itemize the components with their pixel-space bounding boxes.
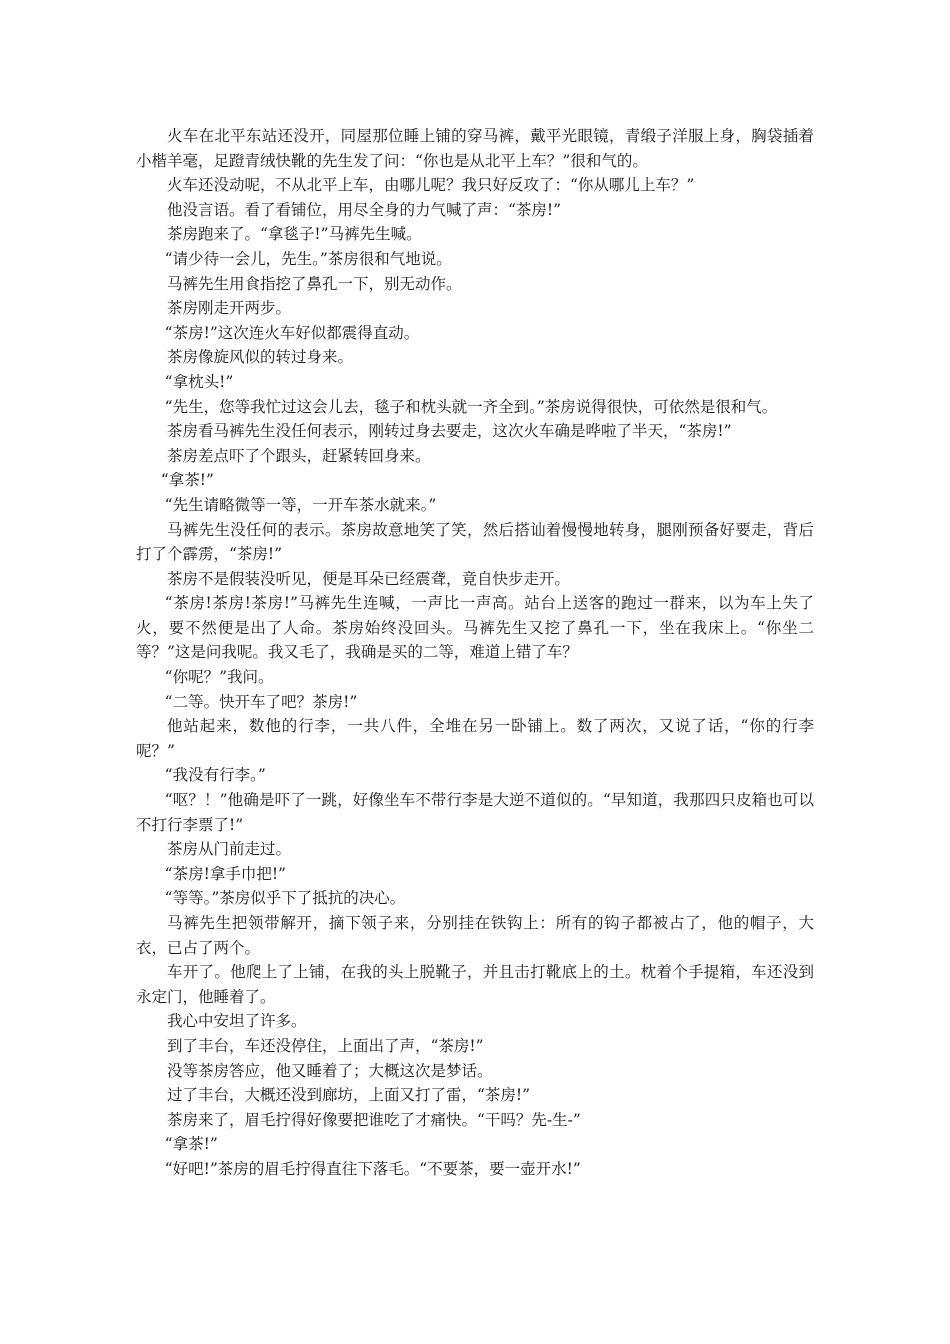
paragraph: 茶房不是假装没听见，便是耳朵已经震聋，竟自快步走开。 <box>167 569 571 588</box>
paragraph: 过了丰台，大概还没到廊坊，上面又打了雷，“茶房!” <box>167 1086 531 1105</box>
paragraph: “请少待一会儿，先生。”茶房很和气地说。 <box>164 249 452 268</box>
document-body <box>136 124 814 1182</box>
paragraph: “拿茶!” <box>164 1135 218 1154</box>
paragraph: “先生，您等我忙过这会儿去，毯子和枕头就一齐全到。”茶房说得很快，可依然是很和气。 <box>164 397 778 416</box>
paragraph: 茶房看马裤先生没任何表示，刚转过身去要走，这次火车确是哗啦了半天，“茶房!” <box>167 422 732 441</box>
paragraph: 茶房差点吓了个跟头，赶紧转回身来。 <box>167 446 431 465</box>
paragraph: 火车在北平东站还没开，同屋那位睡上铺的穿马裤，戴平光眼镜，青缎子洋服上身，胸袋插着小楷羊毫，足蹬青绒快靴的先生发了问：“你也是从北平上车？”很和气的。 <box>136 127 814 170</box>
paragraph: 火车还没动呢，不从北平上车，由哪儿呢？我只好反攻了：“你从哪儿上车？” <box>167 176 695 195</box>
paragraph: 到了丰台，车还没停住，上面出了声，“茶房!” <box>167 1036 484 1055</box>
paragraph: “茶房!拿手巾把!” <box>164 864 286 883</box>
paragraph: 车开了。他爬上了上铺，在我的头上脱靴子，并且击打靴底上的土。枕着个手提箱，车还没到永定门，他睡着了。 <box>136 963 814 1006</box>
paragraph: “你呢？”我问。 <box>164 668 274 687</box>
paragraph: 他站起来，数他的行李，一共八件，全堆在另一卧铺上。数了两次，又说了话，“你的行李呢？” <box>136 717 814 760</box>
paragraph: 茶房像旋风似的转过身来。 <box>167 348 354 367</box>
paragraph: 没等茶房答应，他又睡着了；大概这次是梦话。 <box>167 1061 493 1080</box>
paragraph: “好吧!”茶房的眉毛拧得直往下落毛。“不要茶，要一壶开水!” <box>164 1159 581 1178</box>
paragraph: “茶房!”这次连火车好似都震得直动。 <box>164 323 420 342</box>
paragraph: 茶房刚走开两步。 <box>167 299 292 318</box>
paragraph: 马裤先生把领带解开，摘下领子来，分别挂在铁钩上：所有的钩子都被占了，他的帽子，大衣，已占了两个。 <box>136 914 814 957</box>
paragraph: “茶房!茶房!茶房!”马裤先生连喊，一声比一声高。站台上送客的跑过一群来，以为车上失了火，要不然便是出了人命。茶房始终没回头。马裤先生又挖了鼻孔一下，坐在我床上。“你坐二等？”这是问我呢。我又毛了，我确是买的二等，难道上错了车？ <box>136 594 814 662</box>
paragraph: 马裤先生没任何的表示。茶房故意地笑了笑，然后搭讪着慢慢地转身，腿刚预备好要走，背后打了个霹雳，“茶房!” <box>136 520 814 564</box>
paragraph: “拿茶!” <box>160 471 214 490</box>
paragraph: “先生请略微等一等，一开车茶水就来。” <box>164 495 437 514</box>
paragraph: 我心中安坦了许多。 <box>167 1012 307 1031</box>
paragraph: 马裤先生用食指挖了鼻孔一下，别无动作。 <box>167 274 462 293</box>
paragraph: 茶房跑来了。“拿毯子!”马裤先生喊。 <box>167 225 422 244</box>
paragraph: “二等。快开车了吧？茶房!” <box>164 692 358 711</box>
paragraph: “呕？！”他确是吓了一跳，好像坐车不带行李是大逆不道似的。“早知道，我那四只皮箱也可以不打行李票了!” <box>136 791 814 834</box>
paragraph: “等等。”茶房似乎下了抵抗的决心。 <box>164 889 406 908</box>
paragraph: “拿枕头!” <box>164 372 234 391</box>
paragraph: 茶房来了，眉毛拧得好像要把谁吃了才痛快。“干吗？先-生-” <box>167 1110 581 1129</box>
paragraph: 茶房从门前走过。 <box>167 840 292 859</box>
paragraph: “我没有行李。” <box>164 766 266 785</box>
paragraph: 他没言语。看了看铺位，用尽全身的力气喊了声：“茶房!” <box>167 200 562 219</box>
